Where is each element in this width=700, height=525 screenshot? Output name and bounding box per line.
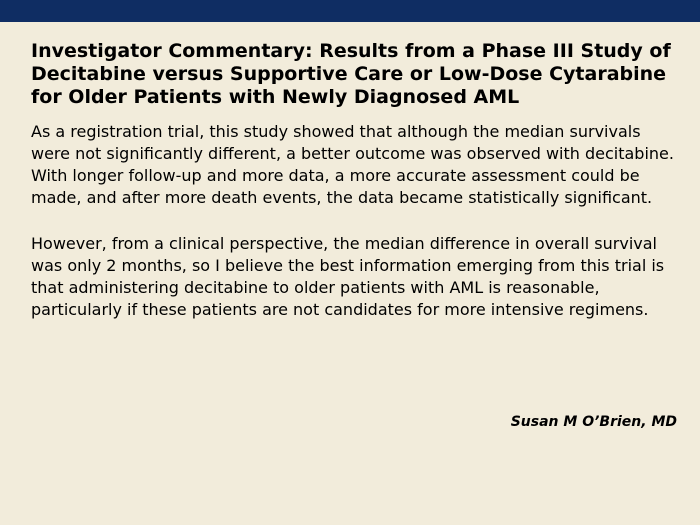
commentary-body (31, 121, 681, 345)
header-bar (0, 0, 700, 22)
commentary-paragraph-1: As a registration trial, this study showed that although the median survivals were not significantly different, a better outcome was observed with decitabine. With longer follow-up and more data, a more accurate assessment could be made, and after more death events, the data became statistically significant. (31, 122, 674, 207)
slide-title: Investigator Commentary: Results from a Phase III Study of Decitabine versus Supportive Care or Low-Dose Cytarabine for Older Patients with Newly Diagnosed AML (31, 40, 671, 108)
author-signature: Susan M O’Brien, MD (510, 414, 677, 430)
commentary-paragraph-2: However, from a clinical perspective, the median difference in overall survival was only 2 months, so I believe the best information emerging from this trial is that administering decitabine to older patients with AML is reasonable, particularly if these patients are not candidates for more intensive regimens. (31, 234, 665, 319)
